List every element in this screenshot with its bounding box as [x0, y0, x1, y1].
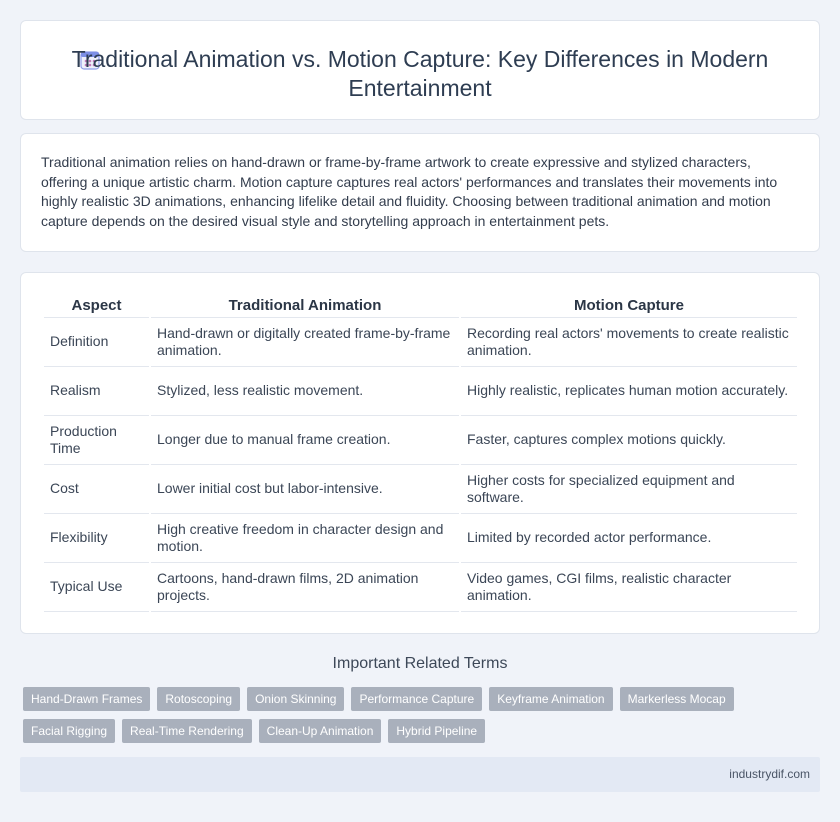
motion-capture-cell: Recording real actors' movements to create realistic animation.	[461, 318, 797, 367]
traditional-cell: Hand-drawn or digitally created frame-by-frame animation.	[151, 318, 459, 367]
motion-capture-cell: Faster, captures complex motions quickly.	[461, 416, 797, 465]
aspect-cell: Typical Use	[44, 563, 149, 612]
related-terms-list	[23, 687, 813, 743]
motion-capture-cell: Limited by recorded actor performance.	[461, 514, 797, 563]
term-tag[interactable]: Hand-Drawn Frames	[23, 687, 150, 711]
term-tag[interactable]: Rotoscoping	[157, 687, 240, 711]
term-tag[interactable]: Hybrid Pipeline	[388, 719, 485, 743]
motion-capture-cell: Higher costs for specialized equipment and software.	[461, 465, 797, 514]
table-header-row	[44, 294, 797, 318]
title-wrap	[61, 45, 779, 103]
table-row	[44, 318, 797, 367]
term-tag[interactable]: Facial Rigging	[23, 719, 115, 743]
term-tag[interactable]: Clean-Up Animation	[259, 719, 382, 743]
footer-site-link[interactable]: industrydif.com	[729, 767, 810, 781]
aspect-cell: Realism	[44, 367, 149, 416]
term-tag[interactable]: Markerless Mocap	[620, 687, 734, 711]
header-card	[20, 20, 820, 120]
traditional-cell: High creative freedom in character design and motion.	[151, 514, 459, 563]
related-terms-title: Important Related Terms	[332, 655, 508, 672]
table-row	[44, 465, 797, 514]
motion-capture-cell: Video games, CGI films, realistic character animation.	[461, 563, 797, 612]
term-tag[interactable]: Onion Skinning	[247, 687, 344, 711]
table-row	[44, 563, 797, 612]
header-traditional: Traditional Animation	[151, 294, 459, 318]
traditional-cell: Stylized, less realistic movement.	[151, 367, 459, 416]
comparison-table	[42, 294, 799, 612]
table-row	[44, 514, 797, 563]
intro-card	[20, 133, 820, 252]
intro-text: Traditional animation relies on hand-drawn or frame-by-frame artwork to create expressive and stylized characters, offering a unique artistic charm. Motion capture captures real actors' performances and translates their movements into highly realistic 3D animations, enhancing lifelike detail and fluidity. Choosing between traditional animation and motion capture depends on the desired visual style and storytelling approach in entertainment pets.	[41, 154, 778, 229]
term-tag[interactable]: Performance Capture	[351, 687, 482, 711]
traditional-cell: Cartoons, hand-drawn films, 2D animation projects.	[151, 563, 459, 612]
aspect-cell: Definition	[44, 318, 149, 367]
aspect-cell: Production Time	[44, 416, 149, 465]
header-aspect: Aspect	[44, 294, 149, 318]
table-row	[44, 367, 797, 416]
page-title: Traditional Animation vs. Motion Capture: Key Differences in Modern Entertainment	[71, 46, 769, 101]
term-tag[interactable]: Real-Time Rendering	[122, 719, 252, 743]
header-motion-capture: Motion Capture	[461, 294, 797, 318]
term-tag[interactable]: Keyframe Animation	[489, 687, 612, 711]
footer-bar	[20, 757, 820, 792]
aspect-cell: Cost	[44, 465, 149, 514]
table-row	[44, 416, 797, 465]
traditional-cell: Lower initial cost but labor-intensive.	[151, 465, 459, 514]
comparison-card	[20, 272, 820, 634]
traditional-cell: Longer due to manual frame creation.	[151, 416, 459, 465]
motion-capture-cell: Highly realistic, replicates human motion accurately.	[461, 367, 797, 416]
aspect-cell: Flexibility	[44, 514, 149, 563]
